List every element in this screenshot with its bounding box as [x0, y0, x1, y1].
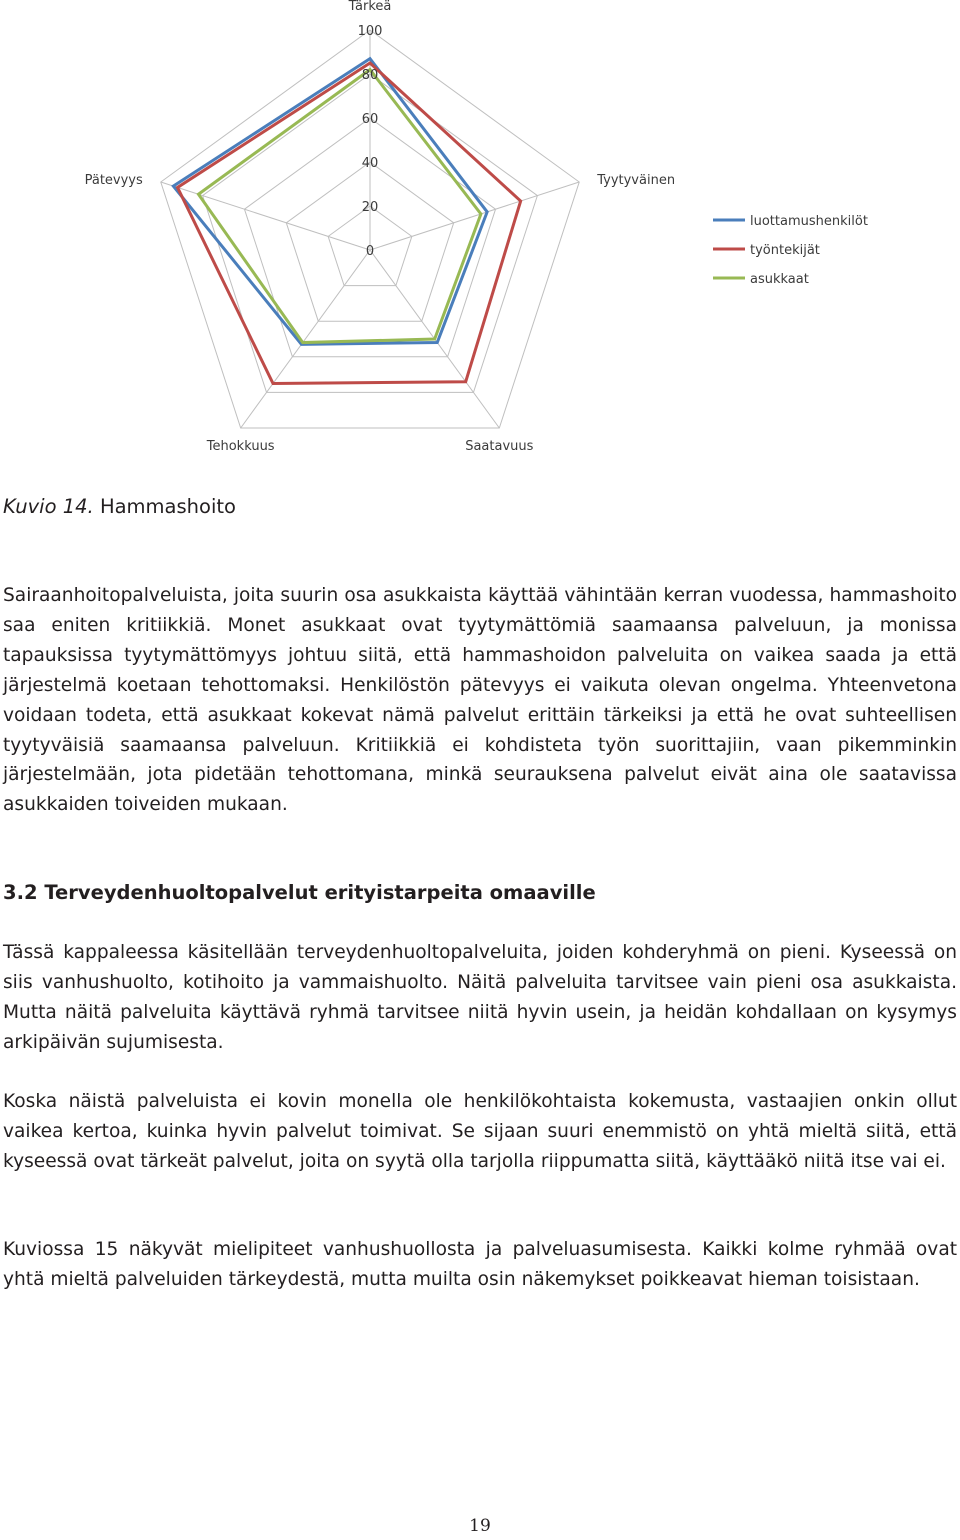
radar-series — [173, 59, 520, 384]
axis-label-0: Tärkeä — [348, 0, 392, 14]
paragraph-4: Kuviossa 15 näkyvät mielipiteet vanhushuollosta ja palveluasumisesta. Kaikki kolme ryhmää ovat yhtä mieltä palveluiden tärkeydestä, mutta muilta osin näkemykset poikkeavat hieman toisistaan. — [3, 1239, 957, 1290]
tick-label-40: 40 — [361, 156, 379, 171]
chart-legend — [713, 214, 868, 287]
paragraph-3: Koska näistä palveluista ei kovin monella ole henkilökohtaista kokemusta, vastaajien onkin ollut vaikea kertoa, kuinka hyvin palvelut toimivat. Se sijaan suuri enemmistö on yhtä mieltä siitä, että kyseessä ovat tärkeät palvelut, joita on syytä olla tarjolla riippumatta siitä, käyttääkö niitä itse vai ei. — [3, 1091, 957, 1172]
tick-label-60: 60 — [361, 112, 379, 127]
radar-chart — [0, 0, 960, 470]
paragraph-2: Tässä kappaleessa käsitellään terveydenhuoltopalveluita, joiden kohderyhmä on pieni. Kyseessä on siis vanhushuolto, kotihoito ja vammaishuolto. Näitä palveluita tarvitsee vain pieni osa asukkaista. Mutta näitä palveluita käyttävä ryhmä tarvitsee niitä hyvin usein, ja heidän kohdallaan on kysymys arkipäivän sujumisesta. — [3, 942, 957, 1053]
grid-spoke-3 — [241, 250, 370, 428]
legend-label-1: työntekijät — [750, 243, 820, 258]
legend-label-0: luottamushenkilöt — [750, 214, 868, 229]
caption-number: Kuvio 14. — [3, 495, 94, 518]
section-heading: 3.2 Terveydenhuoltopalvelut erityistarpeita omaaville — [3, 881, 596, 904]
paragraph-1: Sairaanhoitopalveluista, joita suurin osa asukkaista käyttää vähintään kerran vuodessa, hammashoito saa eniten kritiikkiä. Monet asukkaat ovat tyytymättömiä saamaansa palveluun, ja monissa tapauksissa tyytymättömyys johtuu siitä, että hammashoidon palveluita on vaikea saada ja että järjestelmä koetaan tehottomaksi. Henkilöstön pätevyys ei vaikuta olevan ongelma. Yhteenvetona voidaan todeta, että asukkaat kokevat nämä palvelut erittäin tärkeiksi ja että he ovat suhteellisen tyytyväisiä saamaansa palveluun. Kritiikkiä ei kohdisteta työn suorittajiin, vaan pikemminkin järjestelmään, jota pidetään tehottomana, minkä seurauksena palvelut eivät aina ole saatavissa asukkaiden toiveiden mukaan. — [3, 585, 957, 816]
axis-label-1: Tyytyväinen — [597, 173, 676, 189]
tick-label-20: 20 — [361, 200, 379, 215]
caption-title: Hammashoito — [99, 495, 236, 518]
legend-label-2: asukkaat — [750, 272, 809, 287]
grid-spoke-1 — [370, 182, 579, 250]
series-line-1 — [178, 63, 521, 383]
radar-axis-labels — [85, 0, 675, 454]
tick-label-0: 0 — [365, 244, 375, 259]
page-number: 19 — [469, 1516, 491, 1536]
tick-label-100: 100 — [357, 24, 383, 39]
figure-caption — [3, 492, 236, 522]
axis-label-4: Pätevyys — [84, 173, 143, 189]
tick-label-80: 80 — [361, 68, 379, 83]
series-line-2 — [198, 70, 480, 343]
axis-label-2: Saatavuus — [465, 438, 534, 454]
axis-label-3: Tehokkuus — [206, 438, 275, 454]
